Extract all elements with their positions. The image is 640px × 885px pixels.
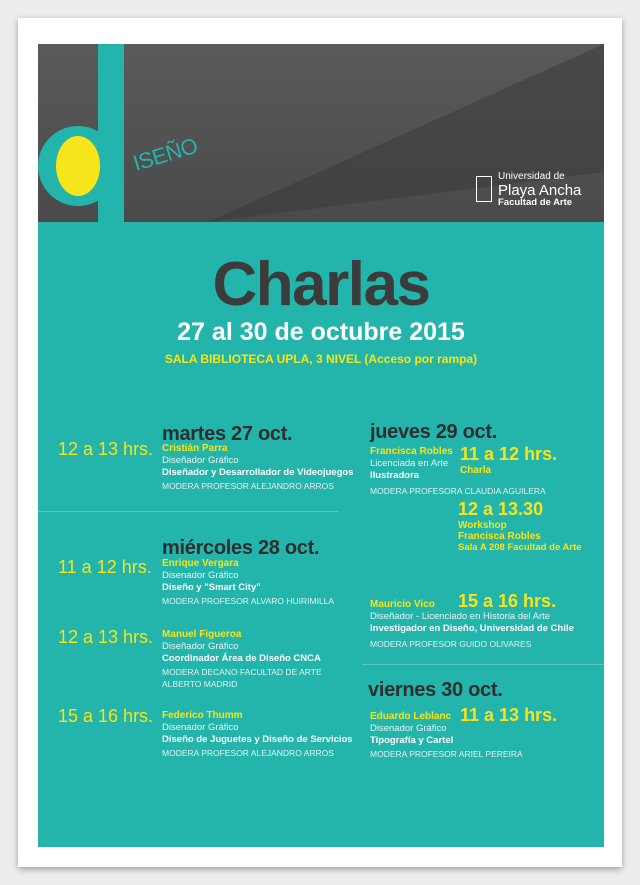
moderator: MODERA PROFESOR ALEJANDRO ARROS: [162, 748, 334, 758]
event-martes: [162, 443, 353, 492]
day-heading-martes: martes 27 oct.: [162, 423, 293, 445]
event-miercoles-3: [162, 710, 353, 759]
time-viernes: 11 a 13 hrs.: [460, 705, 558, 725]
speaker-role: Diseñador Gráfico: [162, 641, 239, 652]
moderator: MODERA PROFESOR ALVARO HUIRIMILLA: [162, 596, 335, 606]
separator: [362, 664, 604, 665]
moderator-line2: ALBERTO MADRID: [162, 679, 238, 689]
university-crest-icon: [476, 176, 492, 202]
time-martes: 12 a 13 hrs.: [58, 439, 154, 459]
talk-topic: Ilustradora: [370, 470, 420, 481]
event-miercoles-2: [162, 629, 322, 690]
event-dates: 27 al 30 de octubre 2015: [177, 318, 465, 346]
talk-topic: Diseñador y Desarrollador de Videojuegos: [162, 467, 354, 478]
speaker-name: Cristián Parra: [162, 443, 228, 454]
time-jueves-3: 15 a 16 hrs.: [458, 591, 557, 611]
time-miercoles-3: 15 a 16 hrs.: [58, 706, 154, 726]
talk-topic: Coordinador Área de Diseño CNCA: [162, 653, 321, 664]
jornadas-label: JORNADAS DE: [98, 60, 113, 158]
event-venue: SALA BIBLIOTECA UPLA, 3 NIVEL (Acceso por rampa): [164, 352, 478, 366]
moderator: MODERA PROFESOR ARIEL PEREIRA: [370, 749, 523, 759]
workshop-details: [458, 520, 582, 553]
talk-topic: Diseño de Juguetes y Diseño de Servicios: [162, 734, 353, 745]
university-line1: Universidad de: [498, 171, 565, 182]
university-logo: [476, 172, 602, 212]
speaker-role: Diseñador Gráfico: [162, 455, 239, 466]
session-kind-charla: Charla: [460, 465, 492, 476]
speaker-name: Enrique Vergara: [162, 558, 239, 569]
separator: [38, 511, 338, 512]
speaker-name: Eduardo Leblanc: [370, 711, 452, 722]
time-miercoles-2: 12 a 13 hrs.: [58, 627, 154, 647]
speaker-role: Disenador Gráfico: [370, 723, 447, 734]
moderator: MODERA PROFESOR ALEJANDRO ARROS: [162, 481, 334, 491]
day-heading-viernes: viernes 30 oct.: [368, 679, 503, 701]
day-heading-jueves: jueves 29 oct.: [370, 421, 497, 443]
day-heading-miercoles: miércoles 28 oct.: [162, 537, 320, 559]
event-miercoles-1: [162, 558, 334, 607]
moderator: MODERA DECANO FACULTAD DE ARTE: [162, 667, 322, 677]
talk-topic: Tipografía y Cartel: [370, 735, 454, 746]
speaker-role: Licenciada en Arte: [370, 458, 449, 469]
talk-topic: Diseño y "Smart City": [162, 582, 261, 593]
time-jueves-2: 12 a 13.30: [458, 499, 544, 519]
university-line2: Playa Ancha: [498, 181, 582, 199]
speaker-role: Disenador Gráfico: [162, 722, 239, 733]
workshop-speaker: Francisca Robles: [458, 531, 541, 542]
speaker-name: Federico Thumm: [162, 710, 243, 721]
university-line3: Facultad de Arte: [498, 197, 573, 209]
speaker-role: Disenador Gráfico: [162, 570, 239, 581]
session-kind-workshop: Workshop: [458, 520, 507, 531]
speaker-name: Mauricio Vico: [370, 599, 435, 610]
diseno-label: ISEÑO: [130, 132, 201, 176]
moderator: MODERA PROFESOR GUIDO OLIVARES: [370, 639, 532, 649]
time-jueves-1: 11 a 12 hrs.: [460, 444, 558, 464]
workshop-place: Sala A 208 Facultad de Arte: [458, 542, 582, 553]
poster: [38, 44, 604, 847]
speaker-name: Manuel Figueroa: [162, 629, 242, 640]
talk-topic: Investigador en Diseño, Universidad de Chile: [370, 623, 574, 634]
speaker-name: Francisca Robles: [370, 446, 453, 457]
page-title: Charlas: [212, 250, 430, 319]
time-miercoles-1: 11 a 12 hrs.: [58, 557, 152, 577]
moderator: MODERA PROFESORA CLAUDIA AGUILERA: [370, 486, 546, 496]
speaker-role: Diseñador - Licenciado en Historia del Arte: [370, 611, 551, 622]
d-letter-logo-icon: [38, 44, 148, 222]
